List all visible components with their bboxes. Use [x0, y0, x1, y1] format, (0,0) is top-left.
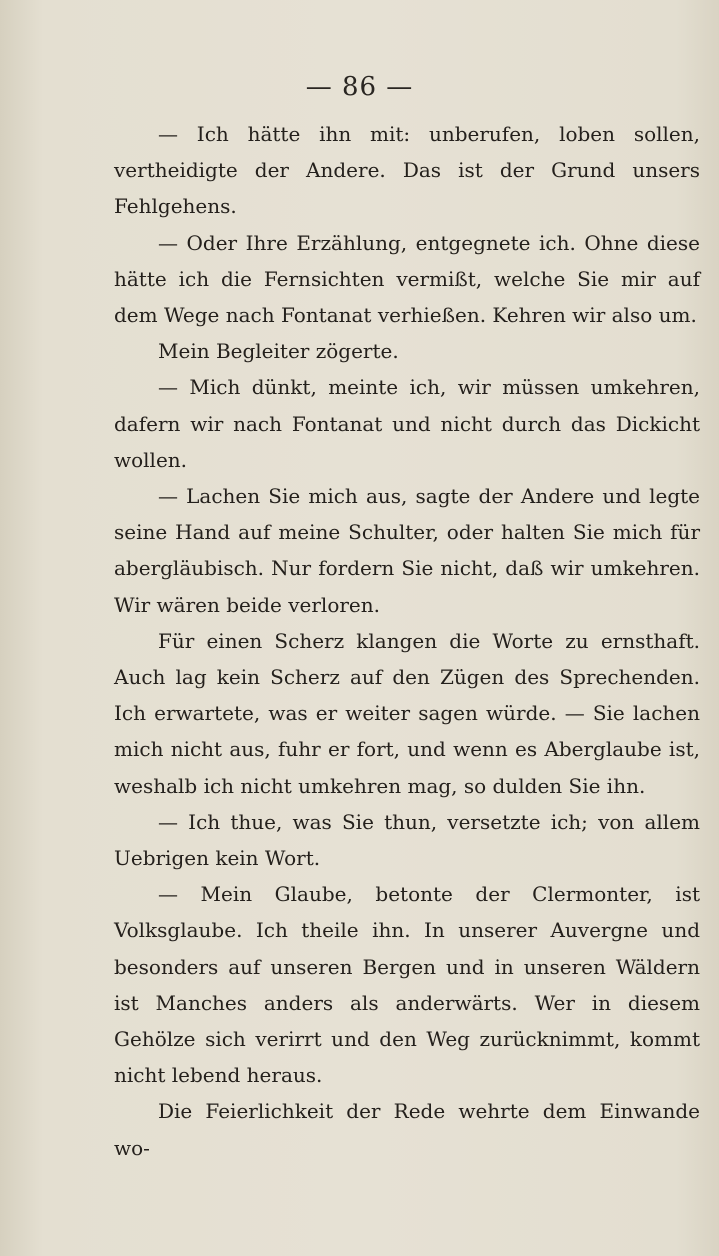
- paragraph: — Lachen Sie mich aus, sagte der Andere und legte seine Hand auf meine Schulter, oder halten Sie mich für abergläubisch. Nur fordern Sie nicht, daß wir umkehren. Wir wären beide verloren.: [114, 484, 700, 617]
- paragraph: — Ich thue, was Sie thun, versetzte ich; von allem Uebrigen kein Wort.: [114, 809, 700, 871]
- paragraph: Die Feierlichkeit der Rede wehrte dem Einwande wo-: [114, 1099, 700, 1160]
- paragraph: — Ich hätte ihn mit: unberufen, loben sollen, vertheidigte der Andere. Das ist der Grund unsers Fehlgehens.: [114, 122, 700, 219]
- body-text: [114, 116, 700, 1166]
- paragraph: — Mich dünkt, meinte ich, wir müssen umkehren, dafern wir nach Fontanat und nicht durch das Dickicht wollen.: [114, 375, 700, 472]
- paragraph: — Mein Glaube, betonte der Clermonter, ist Volksglaube. Ich theile ihn. In unserer Auvergne und besonders auf unseren Bergen und in unseren Wäldern ist Manches anders als anderwärts. Wer in diesem Gehölze sich verirrt und den Weg zurücknimmt, kommt nicht lebend heraus.: [114, 882, 700, 1088]
- paragraph: — Oder Ihre Erzählung, entgegnete ich. Ohne diese hätte ich die Fernsichten vermißt, welche Sie mir auf dem Wege nach Fontanat verhießen. Kehren wir also um.: [114, 230, 700, 328]
- page-number: — 86 —: [305, 72, 414, 102]
- paragraph: Mein Begleiter zögerte.: [158, 339, 399, 364]
- paragraph: Für einen Scherz klangen die Worte zu ernsthaft. Auch lag kein Scherz auf den Zügen des Sprechenden. Ich erwartete, was er weiter sagen würde. — Sie lachen mich nicht aus, fuhr er fort, und wenn es Aberglaube ist, weshalb ich nicht umkehren mag, so dulden Sie ihn.: [114, 628, 700, 798]
